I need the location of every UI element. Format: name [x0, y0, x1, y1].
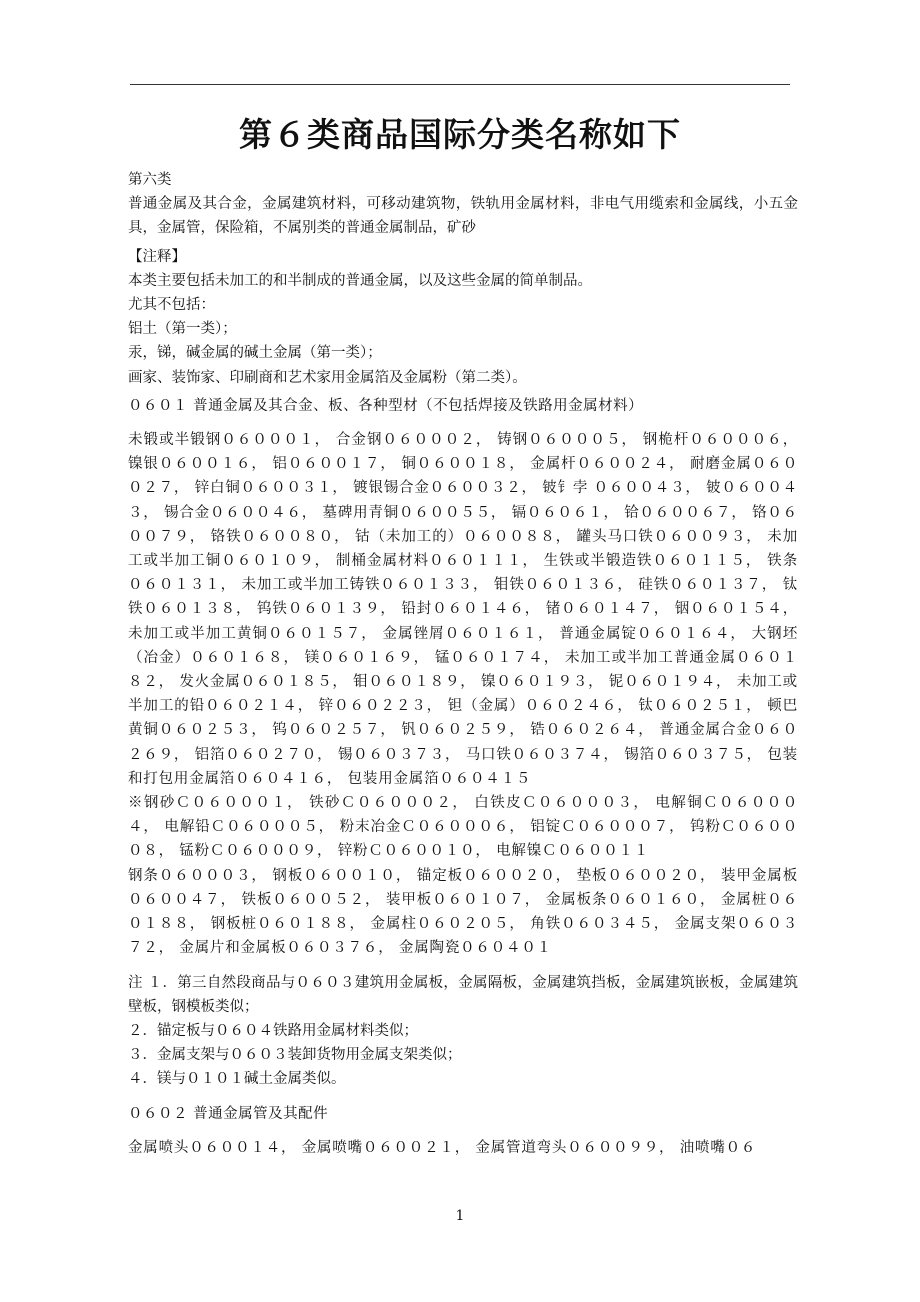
page-title: 第６类商品国际分类名称如下: [239, 115, 681, 154]
page-number: 1: [455, 1208, 465, 1224]
note-line: 铝土（第一类）；: [128, 321, 237, 338]
group-items-0601: 未锻或半锻钢０６０００１， 合金钢０６０００２， 铸钢０６０００５， 钢桅杆０６０００６， 镍银０６００１６， 铝０６００１７， 铜０６００１８， 金属杆０６００２４， 耐磨金属０６００２７， 锌白铜０６００３１， 镀银锡合金０６００３２， 铍钅孛 ０６００４３， 铍０６００４３， 锡合金０６００４６， 墓碑用青铜０６００５５， 镉０６０６１， 铪０６００６７， 铬０６００７９， 铬铁０６００８０， 钴（未加工的）０６００８８， 罐头马口铁０６００９３， 未加工或半加工铜０６０１０９， 制桶金属材料０６０１１１， 生铁或半锻造铁０６０１１５， 铁条０６０１３１， 未加工或半加工铸铁０６０１３３， 钼铁０６０１３６， 硅铁０６０１３７， 钛铁０６０１３８， 钨铁０６０１３９， 铅封０６０１４６， 锗０６０１４７， 铟０６０１５４， 未加工或半加工黄铜０６０１５７， 金属锉屑０６０１６１， 普通金属锭０６０１６４， 大钢坯（冶金）０６０１６８， 镁０６０１６９， 锰０６０１７４， 未加工或半加工普通金属０６０１８２， 发火金属０６０１８５， 钼０６０１８９， 镍０６０１９３， 铌０６０１９４， 未加工或半加工的铅０６０２１４， 锌０６０２２３， 钽（金属）０６０２４６， 钛０６０２５１， 顿巴黄铜０６０２５３， 钨０６０２５７， 钒０６０２５９， 锆０６０２６４， 普通金属合金０６０２６９， 铝箔０６０２７０， 锡０６０３７３， 马口铁０６０３７４， 锡箔０６０３７５， 包装和打包用金属箔０６０４１６， 包装用金属箔０６０４１５: [128, 432, 798, 787]
group-note-line: ２．锚定板与０６０４铁路用金属材料类似；: [128, 1022, 418, 1039]
group-note-line: ４．镁与０１０１碱土金属类似。: [128, 1071, 346, 1088]
group-note-line: ３．金属支架与０６０３装卸货物用金属支架类似；: [128, 1047, 462, 1064]
note-line: 汞，锑，碱金属的碱土金属（第一类）；: [128, 345, 382, 362]
class-description: 普通金属及其合金，金属建筑材料，可移动建筑物，铁轨用金属材料，非电气用缆索和金属线，小五金具，金属管，保险箱，不属别类的普通金属制品，矿砂: [128, 196, 798, 237]
group-note-line: 注 １．第三自然段商品与０６０３建筑用金属板，金属隔板，金属建筑挡板，金属建筑嵌板，金属建筑壁板，钢模板类似；: [128, 974, 798, 1015]
group-heading-0602: ０６０２ 普通金属管及其配件: [128, 1105, 329, 1122]
group-plate-items-0601: 钢条０６０００３， 钢板０６００１０， 锚定板０６００２０， 垫板０６００２０， 装甲金属板０６００４７， 铁板０６００５２， 装甲板０６０１０７， 金属板条０６０１６０， 金属桩０６０１８８， 钢板桩０６０１８８， 金属柱０６０２０５， 角铁０６０３４５， 金属支架０６０３７２， 金属片和金属板０６０３７６， 金属陶瓷０６０４０１: [128, 867, 798, 957]
notes-heading: 【注释】: [128, 248, 186, 265]
document-body: [128, 168, 798, 1160]
group-items-0602: 金属喷头０６００１４， 金属喷嘴０６００２１， 金属管道弯头０６００９９， 油喷嘴０６: [128, 1139, 757, 1156]
header-rule: [130, 84, 790, 85]
note-line: 画家、装饰家、印刷商和艺术家用金属箔及金属粉（第二类）。: [128, 369, 527, 386]
class-label: 第六类: [128, 172, 172, 188]
group-heading-0601: ０６０１ 普通金属及其合金、板、各种型材（不包括焊接及铁路用金属材料）: [128, 397, 644, 414]
note-line: 本类主要包括未加工的和半制成的普通金属，以及这些金属的简单制品。: [128, 272, 592, 289]
note-line: 尤其不包括：: [128, 297, 215, 314]
group-c-items-0601: ※钢砂Ｃ０６０００１， 铁砂Ｃ０６０００２， 白铁皮Ｃ０６０００３， 电解铜Ｃ０６０００４， 电解铅Ｃ０６０００５， 粉末冶金Ｃ０６０００６， 铝锭Ｃ０６０００７， 钨粉Ｃ０６０００８， 锰粉Ｃ０６０００９， 锌粉Ｃ０６００１０， 电解镍Ｃ０６００１１: [128, 795, 798, 860]
